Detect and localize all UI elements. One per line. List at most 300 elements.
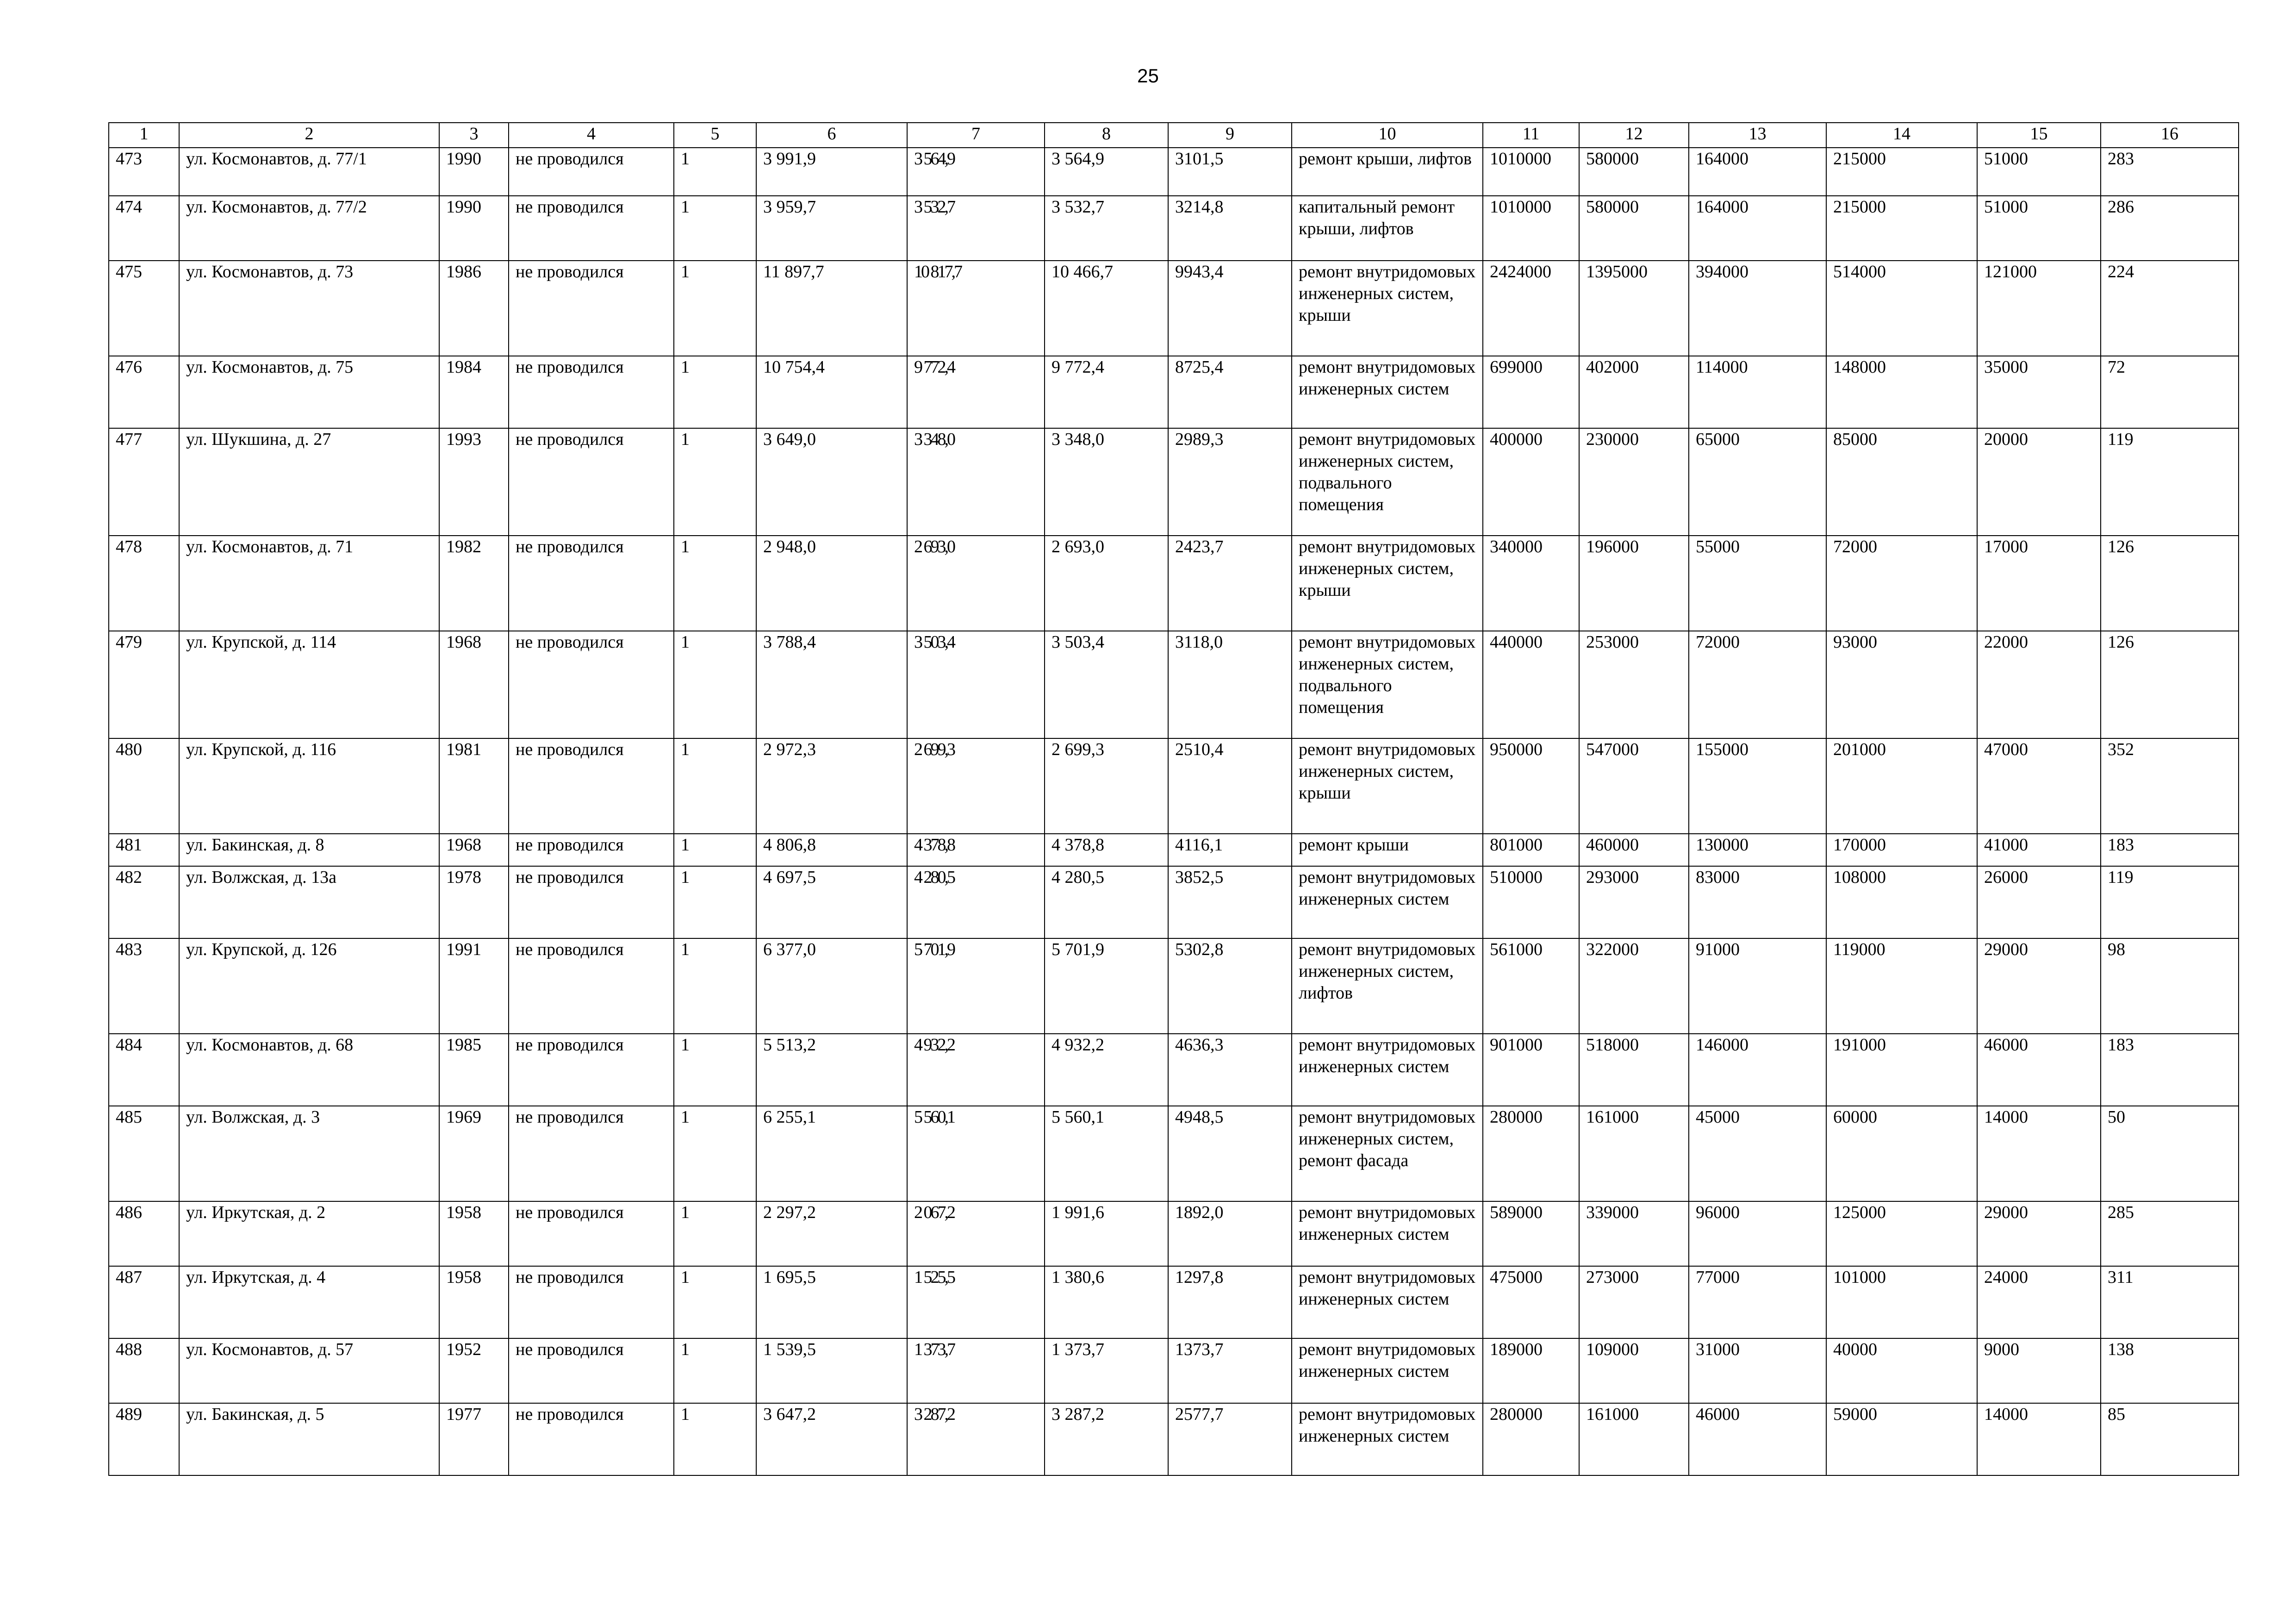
cell-col-13: 65000: [1689, 428, 1826, 536]
cell-address: ул. Космонавтов, д. 71: [179, 536, 439, 631]
cell-col-9: 1892,0: [1168, 1201, 1292, 1266]
cell-col-7: 9 772,4: [907, 356, 1045, 428]
cell-col-16: 311: [2101, 1266, 2239, 1338]
cell-address: ул. Бакинская, д. 8: [179, 834, 439, 866]
cell-col-11: 280000: [1483, 1403, 1579, 1475]
cell-col-14: 119000: [1826, 938, 1977, 1034]
cell-col-8: 1 380,6: [1045, 1266, 1168, 1338]
cell-build-year: 1990: [439, 148, 509, 196]
cell-col-14: 514000: [1826, 261, 1977, 356]
cell-col-9: 4636,3: [1168, 1034, 1292, 1106]
cell-col-7: 3 532,7: [907, 196, 1045, 261]
cell-col-8: 1 991,6: [1045, 1201, 1168, 1266]
cell-col-11: 1010000: [1483, 148, 1579, 196]
cell-col-5: 1: [674, 148, 756, 196]
cell-col-12: 460000: [1579, 834, 1689, 866]
table-row: [109, 1201, 2239, 1266]
cell-repair-type: ремонт крыши: [1292, 834, 1483, 866]
cell-address: ул. Крупской, д. 116: [179, 738, 439, 834]
cell-build-year: 1981: [439, 738, 509, 834]
cell-repair-type: ремонт внутридомовых инженерных систем: [1292, 1034, 1483, 1106]
cell-build-year: 1990: [439, 196, 509, 261]
cell-col-8: 4 280,5: [1045, 866, 1168, 938]
cell-col-7: 2 699,3: [907, 738, 1045, 834]
cell-col-9: 3101,5: [1168, 148, 1292, 196]
cell-col-11: 2424000: [1483, 261, 1579, 356]
cell-repair-type: ремонт внутридомовых инженерных систем, лифтов: [1292, 938, 1483, 1034]
cell-col-7: 4 932,2: [907, 1034, 1045, 1106]
cell-col-12: 547000: [1579, 738, 1689, 834]
column-header-14: 14: [1826, 123, 1977, 148]
cell-address: ул. Космонавтов, д. 68: [179, 1034, 439, 1106]
cell-col-15: 29000: [1977, 1201, 2101, 1266]
cell-col-12: 322000: [1579, 938, 1689, 1034]
table-row: [109, 356, 2239, 428]
cell-col-15: 17000: [1977, 536, 2101, 631]
cell-col-9: 2577,7: [1168, 1403, 1292, 1475]
cell-col-8: 9 772,4: [1045, 356, 1168, 428]
repair-registry-table: [108, 122, 2239, 1476]
cell-col-12: 253000: [1579, 631, 1689, 738]
table-row: [109, 1034, 2239, 1106]
cell-col-9: 3852,5: [1168, 866, 1292, 938]
cell-build-year: 1968: [439, 631, 509, 738]
column-header-16: 16: [2101, 123, 2239, 148]
cell-col-8: 5 701,9: [1045, 938, 1168, 1034]
cell-last-repair: не проводился: [509, 1338, 674, 1403]
column-header-2: 2: [179, 123, 439, 148]
table-row: [109, 738, 2239, 834]
cell-build-year: 1958: [439, 1201, 509, 1266]
cell-build-year: 1985: [439, 1034, 509, 1106]
cell-col-5: 1: [674, 1106, 756, 1201]
cell-row-number: 475: [109, 261, 179, 356]
cell-col-5: 1: [674, 834, 756, 866]
cell-col-9: 4948,5: [1168, 1106, 1292, 1201]
cell-col-12: 161000: [1579, 1106, 1689, 1201]
cell-col-7: 3 503,4: [907, 631, 1045, 738]
cell-total-area: 3 649,0: [756, 428, 907, 536]
cell-col-5: 1: [674, 1201, 756, 1266]
cell-col-16: 285: [2101, 1201, 2239, 1266]
cell-col-8: 3 532,7: [1045, 196, 1168, 261]
cell-total-area: 3 959,7: [756, 196, 907, 261]
cell-build-year: 1986: [439, 261, 509, 356]
cell-col-13: 45000: [1689, 1106, 1826, 1201]
cell-col-15: 51000: [1977, 148, 2101, 196]
cell-col-11: 400000: [1483, 428, 1579, 536]
cell-address: ул. Бакинская, д. 5: [179, 1403, 439, 1475]
cell-col-5: 1: [674, 866, 756, 938]
column-header-5: 5: [674, 123, 756, 148]
cell-col-15: 26000: [1977, 866, 2101, 938]
cell-repair-type: ремонт внутридомовых инженерных систем: [1292, 1266, 1483, 1338]
cell-col-7: 3 287,2: [907, 1403, 1045, 1475]
cell-col-7: 1 525,5: [907, 1266, 1045, 1338]
cell-col-11: 340000: [1483, 536, 1579, 631]
cell-col-8: 3 348,0: [1045, 428, 1168, 536]
table-row: [109, 631, 2239, 738]
cell-col-14: 108000: [1826, 866, 1977, 938]
cell-col-15: 24000: [1977, 1266, 2101, 1338]
cell-total-area: 6 377,0: [756, 938, 907, 1034]
cell-total-area: 2 297,2: [756, 1201, 907, 1266]
cell-col-12: 518000: [1579, 1034, 1689, 1106]
cell-col-15: 14000: [1977, 1106, 2101, 1201]
cell-col-15: 20000: [1977, 428, 2101, 536]
table-row: [109, 1106, 2239, 1201]
table-row: [109, 428, 2239, 536]
cell-col-8: 1 373,7: [1045, 1338, 1168, 1403]
cell-col-14: 85000: [1826, 428, 1977, 536]
cell-col-14: 215000: [1826, 148, 1977, 196]
cell-col-11: 1010000: [1483, 196, 1579, 261]
cell-address: ул. Крупской, д. 126: [179, 938, 439, 1034]
column-header-3: 3: [439, 123, 509, 148]
cell-col-13: 394000: [1689, 261, 1826, 356]
cell-col-13: 46000: [1689, 1403, 1826, 1475]
cell-col-11: 801000: [1483, 834, 1579, 866]
cell-col-14: 191000: [1826, 1034, 1977, 1106]
cell-col-16: 119: [2101, 866, 2239, 938]
cell-col-8: 10 466,7: [1045, 261, 1168, 356]
cell-col-11: 950000: [1483, 738, 1579, 834]
cell-col-7: 4 280,5: [907, 866, 1045, 938]
cell-build-year: 1993: [439, 428, 509, 536]
cell-col-13: 114000: [1689, 356, 1826, 428]
cell-col-15: 14000: [1977, 1403, 2101, 1475]
cell-total-area: 4 697,5: [756, 866, 907, 938]
cell-col-9: 2989,3: [1168, 428, 1292, 536]
cell-row-number: 476: [109, 356, 179, 428]
cell-col-15: 41000: [1977, 834, 2101, 866]
cell-col-15: 47000: [1977, 738, 2101, 834]
cell-col-14: 148000: [1826, 356, 1977, 428]
cell-col-11: 901000: [1483, 1034, 1579, 1106]
cell-address: ул. Космонавтов, д. 57: [179, 1338, 439, 1403]
cell-row-number: 479: [109, 631, 179, 738]
cell-col-14: 40000: [1826, 1338, 1977, 1403]
cell-address: ул. Космонавтов, д. 73: [179, 261, 439, 356]
cell-col-5: 1: [674, 1403, 756, 1475]
cell-col-7: 10 817,7: [907, 261, 1045, 356]
column-header-10: 10: [1292, 123, 1483, 148]
cell-col-12: 580000: [1579, 196, 1689, 261]
cell-col-9: 9943,4: [1168, 261, 1292, 356]
cell-col-5: 1: [674, 428, 756, 536]
cell-col-14: 93000: [1826, 631, 1977, 738]
cell-col-15: 46000: [1977, 1034, 2101, 1106]
cell-col-16: 352: [2101, 738, 2239, 834]
cell-col-8: 5 560,1: [1045, 1106, 1168, 1201]
cell-repair-type: ремонт внутридомовых инженерных систем: [1292, 1338, 1483, 1403]
cell-last-repair: не проводился: [509, 148, 674, 196]
cell-last-repair: не проводился: [509, 261, 674, 356]
cell-row-number: 478: [109, 536, 179, 631]
cell-col-15: 9000: [1977, 1338, 2101, 1403]
cell-repair-type: ремонт внутридомовых инженерных систем: [1292, 1201, 1483, 1266]
cell-col-15: 35000: [1977, 356, 2101, 428]
cell-col-7: 5 560,1: [907, 1106, 1045, 1201]
cell-repair-type: ремонт крыши, лифтов: [1292, 148, 1483, 196]
cell-address: ул. Волжская, д. 13а: [179, 866, 439, 938]
table-row: [109, 866, 2239, 938]
cell-col-12: 402000: [1579, 356, 1689, 428]
cell-repair-type: ремонт внутридомовых инженерных систем, подвального помещения: [1292, 631, 1483, 738]
cell-col-9: 8725,4: [1168, 356, 1292, 428]
cell-col-5: 1: [674, 356, 756, 428]
cell-row-number: 481: [109, 834, 179, 866]
cell-col-12: 273000: [1579, 1266, 1689, 1338]
column-header-9: 9: [1168, 123, 1292, 148]
cell-col-12: 1395000: [1579, 261, 1689, 356]
cell-repair-type: ремонт внутридомовых инженерных систем, подвального помещения: [1292, 428, 1483, 536]
cell-build-year: 1968: [439, 834, 509, 866]
cell-col-7: 3 564,9: [907, 148, 1045, 196]
cell-col-16: 183: [2101, 1034, 2239, 1106]
cell-total-area: 1 695,5: [756, 1266, 907, 1338]
cell-col-13: 31000: [1689, 1338, 1826, 1403]
cell-col-5: 1: [674, 536, 756, 631]
cell-total-area: 2 948,0: [756, 536, 907, 631]
cell-col-11: 280000: [1483, 1106, 1579, 1201]
cell-repair-type: ремонт внутридомовых инженерных систем, крыши: [1292, 738, 1483, 834]
table-header: [109, 123, 2239, 148]
cell-total-area: 6 255,1: [756, 1106, 907, 1201]
cell-col-7: 5 701,9: [907, 938, 1045, 1034]
cell-col-15: 51000: [1977, 196, 2101, 261]
cell-col-9: 5302,8: [1168, 938, 1292, 1034]
table-row: [109, 148, 2239, 196]
cell-col-13: 164000: [1689, 196, 1826, 261]
header-row: [109, 123, 2239, 148]
cell-address: ул. Космонавтов, д. 77/1: [179, 148, 439, 196]
cell-col-9: 4116,1: [1168, 834, 1292, 866]
cell-col-11: 440000: [1483, 631, 1579, 738]
cell-row-number: 485: [109, 1106, 179, 1201]
cell-col-12: 293000: [1579, 866, 1689, 938]
cell-repair-type: ремонт внутридомовых инженерных систем: [1292, 356, 1483, 428]
cell-col-11: 589000: [1483, 1201, 1579, 1266]
cell-col-5: 1: [674, 261, 756, 356]
cell-col-9: 1373,7: [1168, 1338, 1292, 1403]
cell-row-number: 477: [109, 428, 179, 536]
cell-col-16: 50: [2101, 1106, 2239, 1201]
cell-col-15: 29000: [1977, 938, 2101, 1034]
cell-last-repair: не проводился: [509, 536, 674, 631]
cell-col-14: 125000: [1826, 1201, 1977, 1266]
cell-col-5: 1: [674, 1266, 756, 1338]
cell-col-16: 224: [2101, 261, 2239, 356]
column-header-1: 1: [109, 123, 179, 148]
cell-col-16: 183: [2101, 834, 2239, 866]
cell-col-13: 155000: [1689, 738, 1826, 834]
cell-last-repair: не проводился: [509, 1266, 674, 1338]
cell-row-number: 474: [109, 196, 179, 261]
cell-total-area: 3 647,2: [756, 1403, 907, 1475]
table-row: [109, 1338, 2239, 1403]
cell-total-area: 3 991,9: [756, 148, 907, 196]
cell-row-number: 480: [109, 738, 179, 834]
table-row: [109, 196, 2239, 261]
cell-repair-type: ремонт внутридомовых инженерных систем, крыши: [1292, 536, 1483, 631]
cell-col-7: 2 693,0: [907, 536, 1045, 631]
cell-col-13: 96000: [1689, 1201, 1826, 1266]
cell-last-repair: не проводился: [509, 631, 674, 738]
cell-col-13: 55000: [1689, 536, 1826, 631]
table-row: [109, 938, 2239, 1034]
cell-col-11: 189000: [1483, 1338, 1579, 1403]
cell-col-16: 286: [2101, 196, 2239, 261]
cell-row-number: 487: [109, 1266, 179, 1338]
cell-col-5: 1: [674, 631, 756, 738]
cell-total-area: 11 897,7: [756, 261, 907, 356]
cell-build-year: 1978: [439, 866, 509, 938]
cell-address: ул. Шукшина, д. 27: [179, 428, 439, 536]
cell-col-14: 170000: [1826, 834, 1977, 866]
column-header-7: 7: [907, 123, 1045, 148]
cell-address: ул. Крупской, д. 114: [179, 631, 439, 738]
cell-col-5: 1: [674, 196, 756, 261]
cell-col-9: 2510,4: [1168, 738, 1292, 834]
cell-col-15: 121000: [1977, 261, 2101, 356]
cell-col-8: 4 378,8: [1045, 834, 1168, 866]
cell-col-11: 561000: [1483, 938, 1579, 1034]
cell-col-11: 699000: [1483, 356, 1579, 428]
cell-col-8: 3 564,9: [1045, 148, 1168, 196]
cell-col-8: 2 693,0: [1045, 536, 1168, 631]
cell-col-8: 2 699,3: [1045, 738, 1168, 834]
cell-col-13: 146000: [1689, 1034, 1826, 1106]
cell-col-16: 72: [2101, 356, 2239, 428]
cell-col-9: 3118,0: [1168, 631, 1292, 738]
column-header-12: 12: [1579, 123, 1689, 148]
cell-col-13: 83000: [1689, 866, 1826, 938]
column-header-15: 15: [1977, 123, 2101, 148]
cell-last-repair: не проводился: [509, 1201, 674, 1266]
cell-col-5: 1: [674, 1034, 756, 1106]
cell-col-8: 4 932,2: [1045, 1034, 1168, 1106]
cell-build-year: 1969: [439, 1106, 509, 1201]
column-header-11: 11: [1483, 123, 1579, 148]
cell-col-16: 85: [2101, 1403, 2239, 1475]
cell-row-number: 486: [109, 1201, 179, 1266]
cell-total-area: 4 806,8: [756, 834, 907, 866]
cell-col-5: 1: [674, 938, 756, 1034]
cell-col-14: 215000: [1826, 196, 1977, 261]
cell-last-repair: не проводился: [509, 938, 674, 1034]
column-header-13: 13: [1689, 123, 1826, 148]
cell-col-12: 196000: [1579, 536, 1689, 631]
column-header-8: 8: [1045, 123, 1168, 148]
cell-col-16: 98: [2101, 938, 2239, 1034]
cell-col-14: 72000: [1826, 536, 1977, 631]
table-row: [109, 1403, 2239, 1475]
cell-row-number: 482: [109, 866, 179, 938]
cell-col-16: 283: [2101, 148, 2239, 196]
cell-row-number: 473: [109, 148, 179, 196]
cell-col-12: 339000: [1579, 1201, 1689, 1266]
cell-col-13: 91000: [1689, 938, 1826, 1034]
cell-last-repair: не проводился: [509, 1403, 674, 1475]
cell-col-16: 119: [2101, 428, 2239, 536]
cell-col-12: 580000: [1579, 148, 1689, 196]
cell-total-area: 5 513,2: [756, 1034, 907, 1106]
cell-col-8: 3 287,2: [1045, 1403, 1168, 1475]
cell-address: ул. Иркутская, д. 2: [179, 1201, 439, 1266]
cell-col-11: 510000: [1483, 866, 1579, 938]
cell-col-9: 3214,8: [1168, 196, 1292, 261]
cell-total-area: 1 539,5: [756, 1338, 907, 1403]
cell-build-year: 1984: [439, 356, 509, 428]
cell-total-area: 2 972,3: [756, 738, 907, 834]
cell-repair-type: ремонт внутридомовых инженерных систем: [1292, 1403, 1483, 1475]
cell-repair-type: ремонт внутридомовых инженерных систем, крыши: [1292, 261, 1483, 356]
cell-last-repair: не проводился: [509, 356, 674, 428]
cell-last-repair: не проводился: [509, 834, 674, 866]
cell-last-repair: не проводился: [509, 428, 674, 536]
column-header-4: 4: [509, 123, 674, 148]
cell-address: ул. Космонавтов, д. 77/2: [179, 196, 439, 261]
cell-col-16: 126: [2101, 536, 2239, 631]
cell-col-13: 164000: [1689, 148, 1826, 196]
cell-col-14: 101000: [1826, 1266, 1977, 1338]
cell-last-repair: не проводился: [509, 738, 674, 834]
cell-col-14: 59000: [1826, 1403, 1977, 1475]
table-row: [109, 261, 2239, 356]
cell-row-number: 483: [109, 938, 179, 1034]
cell-col-15: 22000: [1977, 631, 2101, 738]
cell-last-repair: не проводился: [509, 1034, 674, 1106]
cell-col-9: 2423,7: [1168, 536, 1292, 631]
cell-col-5: 1: [674, 738, 756, 834]
cell-total-area: 3 788,4: [756, 631, 907, 738]
page-number: 25: [1137, 65, 1159, 87]
cell-repair-type: ремонт внутридомовых инженерных систем, ремонт фасада: [1292, 1106, 1483, 1201]
cell-build-year: 1952: [439, 1338, 509, 1403]
cell-address: ул. Космонавтов, д. 75: [179, 356, 439, 428]
cell-col-11: 475000: [1483, 1266, 1579, 1338]
cell-col-12: 230000: [1579, 428, 1689, 536]
cell-address: ул. Волжская, д. 3: [179, 1106, 439, 1201]
cell-col-14: 60000: [1826, 1106, 1977, 1201]
cell-col-8: 3 503,4: [1045, 631, 1168, 738]
cell-build-year: 1991: [439, 938, 509, 1034]
cell-repair-type: капитальный ремонт крыши, лифтов: [1292, 196, 1483, 261]
cell-build-year: 1977: [439, 1403, 509, 1475]
cell-col-7: 3 348,0: [907, 428, 1045, 536]
table-body: [109, 148, 2239, 1475]
cell-col-12: 109000: [1579, 1338, 1689, 1403]
cell-total-area: 10 754,4: [756, 356, 907, 428]
cell-row-number: 489: [109, 1403, 179, 1475]
cell-col-13: 77000: [1689, 1266, 1826, 1338]
table-row: [109, 1266, 2239, 1338]
cell-col-7: 2 067,2: [907, 1201, 1045, 1266]
column-header-6: 6: [756, 123, 907, 148]
cell-col-14: 201000: [1826, 738, 1977, 834]
cell-build-year: 1982: [439, 536, 509, 631]
cell-repair-type: ремонт внутридомовых инженерных систем: [1292, 866, 1483, 938]
cell-col-13: 72000: [1689, 631, 1826, 738]
cell-col-5: 1: [674, 1338, 756, 1403]
cell-col-7: 1 373,7: [907, 1338, 1045, 1403]
cell-col-12: 161000: [1579, 1403, 1689, 1475]
cell-col-13: 130000: [1689, 834, 1826, 866]
cell-address: ул. Иркутская, д. 4: [179, 1266, 439, 1338]
cell-col-7: 4 378,8: [907, 834, 1045, 866]
cell-build-year: 1958: [439, 1266, 509, 1338]
